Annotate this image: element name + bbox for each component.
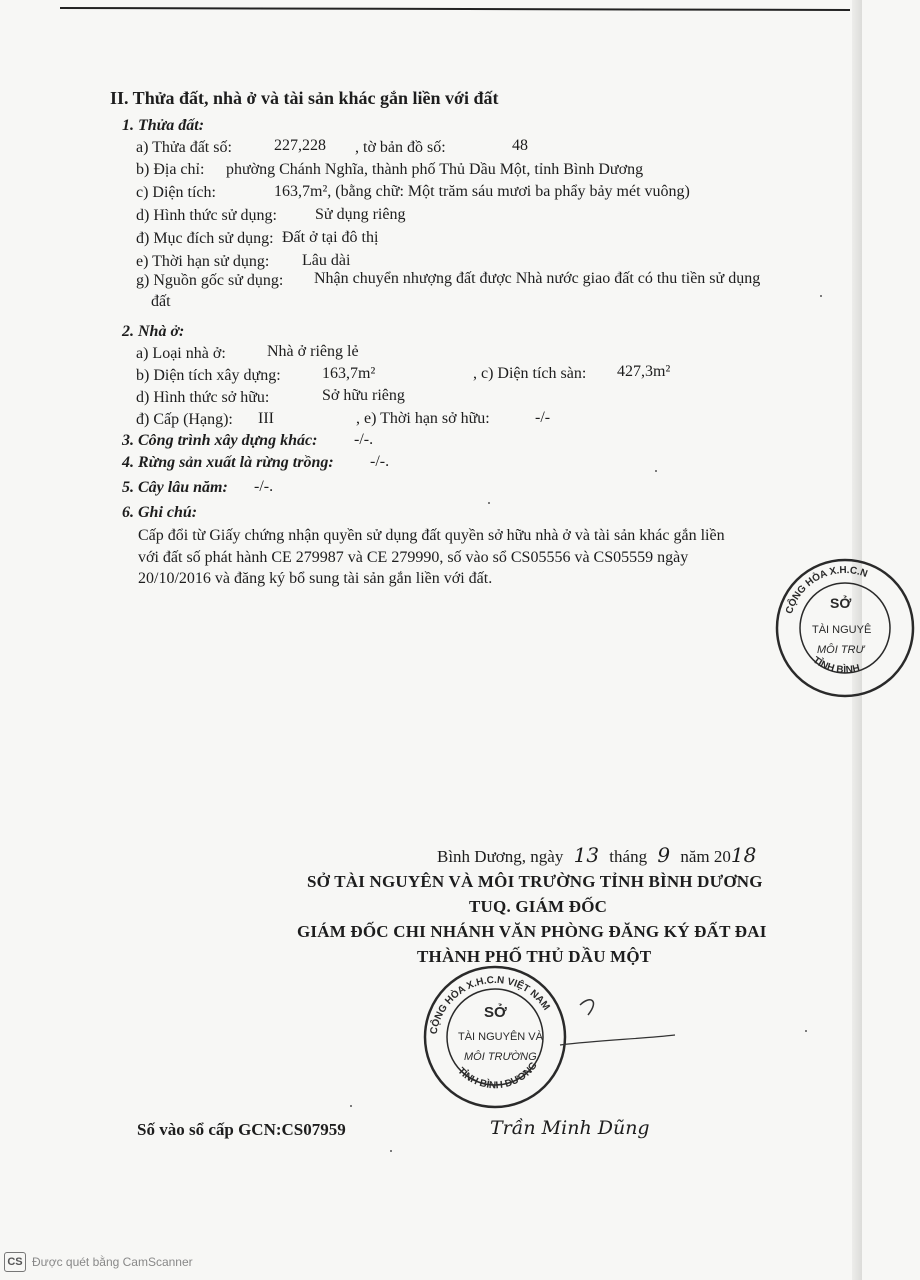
authority-department: SỞ TÀI NGUYÊN VÀ MÔI TRƯỜNG TỈNH BÌNH DƯƠNG xyxy=(307,872,763,891)
house-heading: 2. Nhà ở: xyxy=(122,323,185,340)
land-heading: 1. Thửa đất: xyxy=(122,117,205,134)
notes-heading: 6. Ghi chú: xyxy=(122,504,198,521)
house-ownership-value: Sở hữu riêng xyxy=(322,387,405,404)
side-seal-center-3: MÔI TRƯ xyxy=(817,644,865,656)
authority-delegation: TUQ. GIÁM ĐỐC xyxy=(469,897,608,916)
land-map-value: 48 xyxy=(512,137,528,154)
section-title: II. Thửa đất, nhà ở và tài sản khác gắn liền với đất xyxy=(110,88,499,108)
main-seal-center-3: MÔI TRƯỜNG xyxy=(464,1051,537,1063)
registry-number: Số vào sổ cấp GCN:CS07959 xyxy=(137,1120,346,1139)
notes-line-3: 20/10/2016 và đăng ký bổ sung tài sản gắn liền với đất. xyxy=(138,570,493,587)
planted-forest-value: -/-. xyxy=(370,453,390,470)
land-origin-value: Nhận chuyển nhượng đất được Nhà nước giao đất có thu tiền sử dụng xyxy=(314,270,761,287)
date-year-label: năm 20 xyxy=(680,847,731,866)
land-address-value: phường Chánh Nghĩa, thành phố Thủ Dầu Một, tỉnh Bình Dương xyxy=(226,161,644,178)
house-ownership-term-label: , e) Thời hạn sở hữu: xyxy=(356,410,490,427)
house-build-area-label: b) Diện tích xây dựng: xyxy=(136,367,281,384)
house-grade-value: III xyxy=(258,410,274,427)
date-year-suffix: 18 xyxy=(730,843,757,867)
land-purpose-value: Đất ở tại đô thị xyxy=(282,229,379,246)
land-parcel-label: a) Thửa đất số: xyxy=(136,139,232,156)
house-ownership-label: d) Hình thức sở hữu: xyxy=(136,389,270,406)
date-day: 13 xyxy=(573,843,600,867)
house-floor-area-label: , c) Diện tích sàn: xyxy=(473,365,587,382)
land-origin-label: g) Nguồn gốc sử dụng: xyxy=(136,272,284,289)
main-seal-center-1: SỞ xyxy=(484,1004,507,1021)
official-stamp-seal xyxy=(420,962,570,1112)
land-map-label: , tờ bản đồ số: xyxy=(355,139,446,156)
svg-text:CỘNG HÒA X.H.C.N xyxy=(784,565,869,615)
signer-name: Trần Minh Dũng xyxy=(490,1117,650,1139)
land-term-label: e) Thời hạn sử dụng: xyxy=(136,253,270,270)
house-grade-label: đ) Cấp (Hạng): xyxy=(136,411,233,428)
house-build-area-value: 163,7m² xyxy=(322,365,376,382)
other-construction-value: -/-. xyxy=(354,431,374,448)
land-area-value: 163,7m², (bằng chữ: Một trăm sáu mươi ba phẩy bảy mét vuông) xyxy=(274,183,690,200)
camscanner-text: Được quét bằng CamScanner xyxy=(32,1255,193,1269)
date-place: Bình Dương, ngày xyxy=(437,847,564,866)
planted-forest-label: 4. Rừng sản xuất là rừng trồng: xyxy=(122,454,334,471)
land-origin-continuation: đất xyxy=(151,293,171,310)
scan-top-border xyxy=(60,7,850,11)
main-seal-ring-bottom: TỈNH BÌNH DƯƠNG xyxy=(455,1060,540,1092)
notes-line-2: với đất số phát hành CE 279987 và CE 279990, số vào sổ CS05556 và CS05559 ngày xyxy=(138,549,689,566)
side-seal-ring-bottom: TỈNH BÌNH xyxy=(810,654,861,676)
side-seal-center-2: TÀI NGUYÊ xyxy=(812,624,872,636)
notes-line-1: Cấp đổi từ Giấy chứng nhận quyền sử dụng đất quyền sở hữu nhà ở và tài sản khác gắn liền xyxy=(138,527,725,544)
land-purpose-label: đ) Mục đích sử dụng: xyxy=(136,230,274,247)
house-type-value: Nhà ở riêng lẻ xyxy=(267,343,359,360)
side-seal-center-1: SỞ xyxy=(830,595,852,611)
side-stamp-seal xyxy=(770,553,920,703)
authority-title: GIÁM ĐỐC CHI NHÁNH VĂN PHÒNG ĐĂNG KÝ ĐẤT ĐAI xyxy=(297,922,767,941)
date-month: 9 xyxy=(657,843,671,867)
main-seal-center-2: TÀI NGUYÊN VÀ xyxy=(458,1031,543,1043)
svg-text:TỈNH BÌNH xyxy=(811,655,861,676)
date-line xyxy=(437,845,756,867)
date-month-label: tháng xyxy=(609,847,648,866)
land-address-label: b) Địa chỉ: xyxy=(136,161,205,178)
house-ownership-term-value: -/- xyxy=(535,409,551,426)
perennial-trees-value: -/-. xyxy=(254,478,274,495)
svg-text:TỈNH BÌNH DƯƠNG xyxy=(455,1060,540,1091)
signature-mark xyxy=(560,985,680,1055)
side-seal-ring-top: CỘNG HÒA X.H.C.N xyxy=(784,564,869,616)
main-seal-ring-top: CỘNG HÒA X.H.C.N VIỆT NAM xyxy=(428,974,552,1036)
camscanner-logo-icon: CS xyxy=(4,1252,26,1272)
camscanner-footer xyxy=(4,1252,193,1272)
perennial-trees-label: 5. Cây lâu năm: xyxy=(122,479,228,496)
house-floor-area-value: 427,3m² xyxy=(617,363,671,380)
land-area-label: c) Diện tích: xyxy=(136,184,216,201)
other-construction-label: 3. Công trình xây dựng khác: xyxy=(122,432,318,449)
land-parcel-value: 227,228 xyxy=(274,137,326,154)
authority-branch: THÀNH PHỐ THỦ DẦU MỘT xyxy=(417,947,652,966)
land-use-form-value: Sử dụng riêng xyxy=(315,206,406,223)
land-term-value: Lâu dài xyxy=(302,252,351,269)
house-type-label: a) Loại nhà ở: xyxy=(136,345,226,362)
land-use-form-label: d) Hình thức sử dụng: xyxy=(136,207,277,224)
